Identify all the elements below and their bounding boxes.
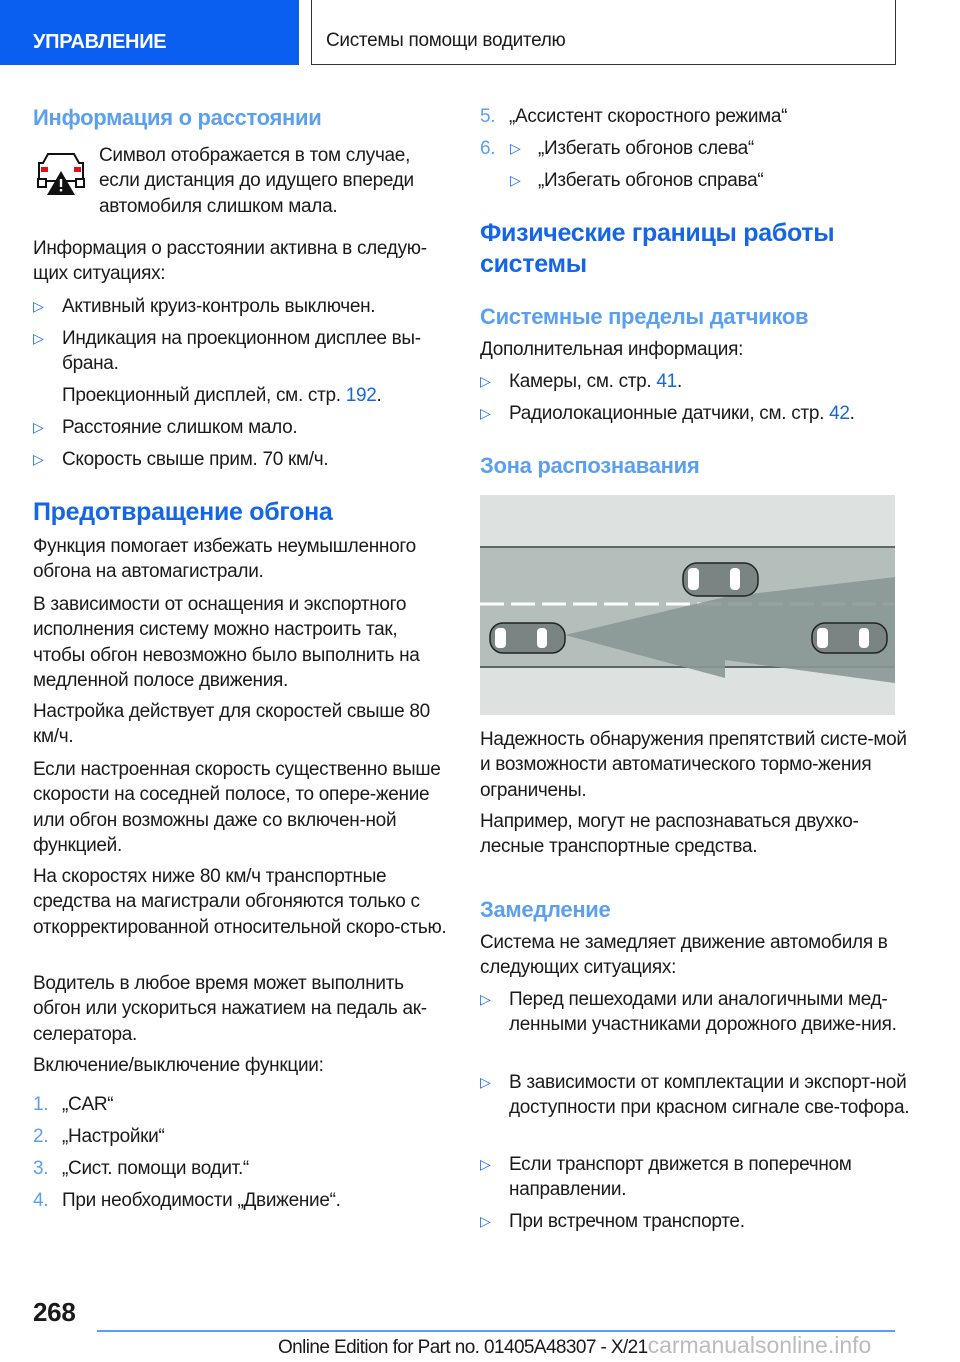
step-number: 1. (33, 1094, 49, 1115)
bullet-triangle-icon: ▷ (480, 991, 491, 1007)
step-number: 3. (33, 1158, 49, 1179)
icon-description: Символ отображается в том случае, если дистанция до идущего впереди автомобиля слишком мала. (99, 145, 414, 217)
step-number: 5. (480, 106, 496, 127)
paragraph: Например, могут не распознаваться двухко-лесные транспортные средства. (480, 811, 859, 858)
paragraph: Включение/выключение функции: (33, 1055, 324, 1076)
bullet-triangle-icon: ▷ (33, 330, 44, 346)
step-text: „Настройки“ (62, 1126, 165, 1147)
paragraph: Система не замедляет движение автомобиля в следующих ситуациях: (480, 932, 888, 979)
bullet-text: При встречном транспорте. (509, 1211, 745, 1232)
step-number: 6. (480, 138, 496, 159)
bullet-item: ▷ Радиолокационные датчики, см. стр. 42. (480, 401, 920, 426)
bullet-item (480, 987, 920, 1038)
step-text: При необходимости „Движение“. (62, 1190, 341, 1211)
paragraph: Надежность обнаружения препятствий систе-мой и возможности автоматического тормо-жения ограничены. (480, 729, 907, 801)
paragraph: Функция помогает избежать неумышленного обгона на автомагистрали. (33, 536, 416, 583)
sub-note (33, 383, 453, 408)
step-item (33, 1156, 453, 1181)
step-number: 4. (33, 1190, 49, 1211)
bullet-triangle-icon: ▷ (480, 405, 491, 421)
bullet-triangle-icon: ▷ (510, 172, 521, 188)
page-link[interactable]: 192 (345, 385, 377, 406)
bullet-triangle-icon: ▷ (480, 1156, 491, 1172)
bullet-text: Камеры, см. стр. (509, 371, 657, 392)
paragraph: Если настроенная скорость существенно выше скорости на соседней полосе, то опере-жение или обгон возможны даже со включен-ной функцией. (33, 759, 441, 856)
step-text: „Сист. помощи водит.“ (62, 1158, 249, 1179)
step-sub-option (480, 168, 920, 193)
step-text: „Избегать обгонов справа“ (538, 170, 764, 191)
distance-warning-icon (35, 151, 87, 197)
bullet-triangle-icon: ▷ (33, 419, 44, 435)
bullet-item (33, 415, 453, 440)
bullet-text: Радиолокационные датчики, см. стр. (509, 403, 830, 424)
bullet-item (480, 1152, 920, 1203)
paragraph: В зависимости от оснащения и экспортного исполнения систему можно настроить так, чтобы обгон невозможно было выполнить на медленной полосе движения. (33, 594, 420, 691)
bullet-text: Скорость свыше прим. 70 км/ч. (62, 449, 329, 470)
limits-heading: Физические границы работы системы (480, 219, 835, 278)
step-text: „CAR“ (62, 1094, 114, 1115)
page-number: 268 (33, 1297, 76, 1327)
bullet-item (33, 447, 453, 472)
bullet-text: Расстояние слишком мало. (62, 417, 298, 438)
step-item (33, 1092, 453, 1117)
note-end: . (376, 385, 382, 406)
bullet-text: Перед пешеходами или аналогичными мед-ленными участниками дорожного движе-ния. (509, 989, 897, 1036)
step-item (33, 1188, 453, 1213)
step-item (33, 1124, 453, 1149)
step-item (480, 104, 920, 129)
paragraph: На скоростях ниже 80 км/ч транспортные средства на магистрали обгоняются только с откорректированной относительной скоро-стью. (33, 866, 447, 938)
bullet-triangle-icon: ▷ (480, 1213, 491, 1229)
bullet-triangle-icon: ▷ (510, 140, 521, 156)
note-text: Проекционный дисплей, см. стр. (62, 385, 346, 406)
section-label: УПРАВЛЕНИЕ (33, 31, 167, 53)
bullet-triangle-icon: ▷ (480, 1074, 491, 1090)
deceleration-heading: Замедление (480, 897, 611, 922)
bullet-item (480, 1070, 920, 1121)
bullet-text: В зависимости от комплектации и экспорт-ной доступности при красном сигнале све-тофора. (509, 1072, 910, 1119)
paragraph: Водитель в любое время может выполнить обгон или ускориться нажатием на педаль ак-селератора. (33, 973, 427, 1045)
step-number: 2. (33, 1126, 49, 1147)
bullet-item (480, 1209, 920, 1234)
sensors-heading: Системные пределы датчиков (480, 304, 809, 329)
bullet-item (33, 294, 453, 319)
bullet-item (33, 326, 453, 377)
bullet-triangle-icon: ▷ (480, 373, 491, 389)
distance-warning-block (33, 143, 453, 219)
watermark: carmanualsonline.info (647, 1332, 872, 1358)
distance-info-heading: Информация о расстоянии (33, 105, 322, 130)
paragraph: Дополнительная информация: (480, 339, 744, 360)
edition-text: Online Edition for Part no. 01405A48307 - X/21 (278, 1337, 648, 1358)
step-text: „Избегать обгонов слева“ (538, 138, 754, 159)
overtake-heading: Предотвращение обгона (33, 498, 333, 526)
step-text: „Ассистент скоростного режима“ (509, 106, 788, 127)
page-link[interactable]: 42 (829, 403, 850, 424)
paragraph: Настройка действует для скоростей свыше 80 км/ч. (33, 701, 430, 748)
bullet-text: Активный круиз-контроль выключен. (62, 296, 376, 317)
bullet-text: Индикация на проекционном дисплее вы-брана. (62, 328, 421, 375)
footer-edition (278, 1333, 871, 1360)
page-link[interactable]: 41 (656, 371, 677, 392)
bullet-triangle-icon: ▷ (33, 298, 44, 314)
intro-text: Информация о расстоянии активна в следую-щих ситуациях: (33, 238, 427, 285)
detection-zone-illustration (480, 495, 895, 715)
section-tab[interactable] (0, 0, 299, 65)
zone-heading: Зона распознавания (480, 453, 700, 478)
chapter-header (311, 0, 896, 65)
bullet-item: ▷ Камеры, см. стр. 41. (480, 369, 920, 394)
bullet-text: Если транспорт движется в поперечном направлении. (509, 1154, 852, 1201)
bullet-triangle-icon: ▷ (33, 451, 44, 467)
step-item (480, 136, 920, 161)
chapter-label: Системы помощи водителю (326, 30, 566, 51)
